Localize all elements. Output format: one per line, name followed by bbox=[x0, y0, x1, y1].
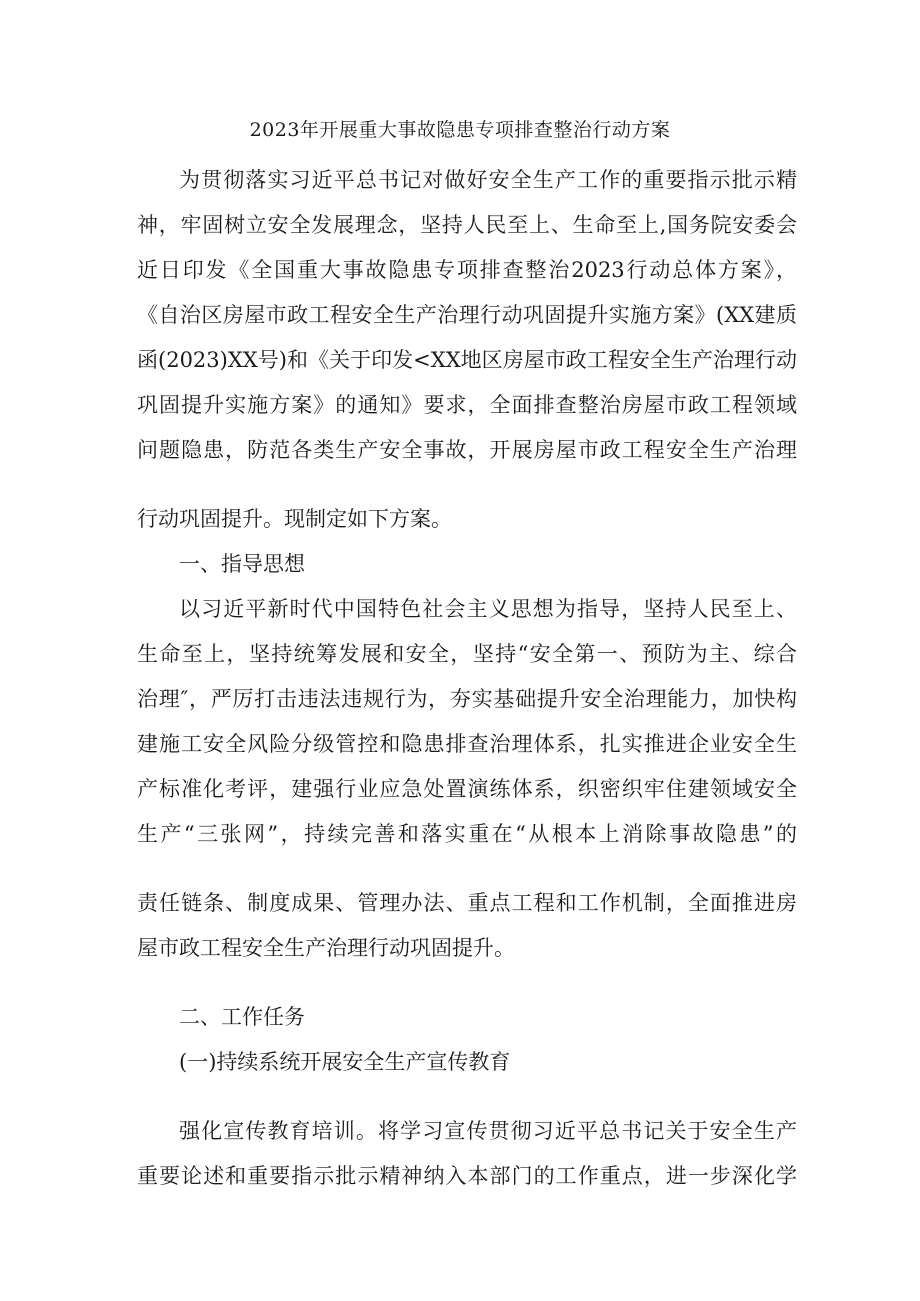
subsection1-line: 重要论述和重要指示批示精神纳入本部门的工作重点，进一步深化学 bbox=[137, 1164, 797, 1188]
section1-line: 生命至上，坚持统筹发展和安全，坚持“安全第一、预防为主、综合 bbox=[137, 642, 797, 666]
subsection1-line: 强化宣传教育培训。将学习宣传贯彻习近平总书记关于安全生产 bbox=[179, 1119, 797, 1143]
section1-line: 治理″，严厉打击违法违规行为，夯实基础提升安全治理能力，加快构 bbox=[137, 687, 797, 711]
intro-line: 《自治区房屋市政工程安全生产治理行动巩固提升实施方案》(XX建质 bbox=[137, 303, 797, 327]
intro-line: 神，牢固树立安全发展理念，坚持人民至上、生命至上,国务院安委会 bbox=[137, 213, 797, 237]
intro-line: 函(2023)XX号)和《关于印发<XX地区房屋市政工程安全生产治理行动 bbox=[137, 348, 797, 372]
document-title: 2023年开展重大事故隐患专项排查整治行动方案 bbox=[249, 119, 671, 141]
section1-line: 产标准化考评，建强行业应急处置演练体系，织密织牢住建领域安全 bbox=[137, 777, 797, 801]
section-heading-guiding-ideology: 一、指导思想 bbox=[179, 552, 305, 576]
section1-line: 生产“三张网”，持续完善和落实重在“从根本上消除事故隐患”的 bbox=[137, 822, 797, 846]
intro-line: 巩固提升实施方案》的通知》要求，全面排查整治房屋市政工程领域 bbox=[137, 393, 797, 417]
subsection-heading-safety-education: (一)持续系统开展安全生产宣传教育 bbox=[179, 1050, 511, 1074]
section1-line: 责任链条、制度成果、管理办法、重点工程和工作机制，全面推进房 bbox=[137, 891, 797, 915]
section1-line: 建施工安全风险分级管控和隐患排查治理体系，扎实推进企业安全生 bbox=[137, 732, 797, 756]
intro-line: 问题隐患，防范各类生产安全事故，开展房屋市政工程安全生产治理 bbox=[137, 438, 797, 462]
section-heading-work-tasks: 二、工作任务 bbox=[179, 1005, 305, 1029]
intro-line: 为贯彻落实习近平总书记对做好安全生产工作的重要指示批示精 bbox=[179, 168, 797, 192]
section1-line: 以习近平新时代中国特色社会主义思想为指导，坚持人民至上、 bbox=[179, 597, 797, 621]
intro-line: 近日印发《全国重大事故隐患专项排查整治2023行动总体方案》， bbox=[137, 258, 797, 282]
section1-line: 屋市政工程安全生产治理行动巩固提升。 bbox=[137, 936, 515, 960]
intro-line: 行动巩固提升。现制定如下方案。 bbox=[137, 507, 452, 531]
